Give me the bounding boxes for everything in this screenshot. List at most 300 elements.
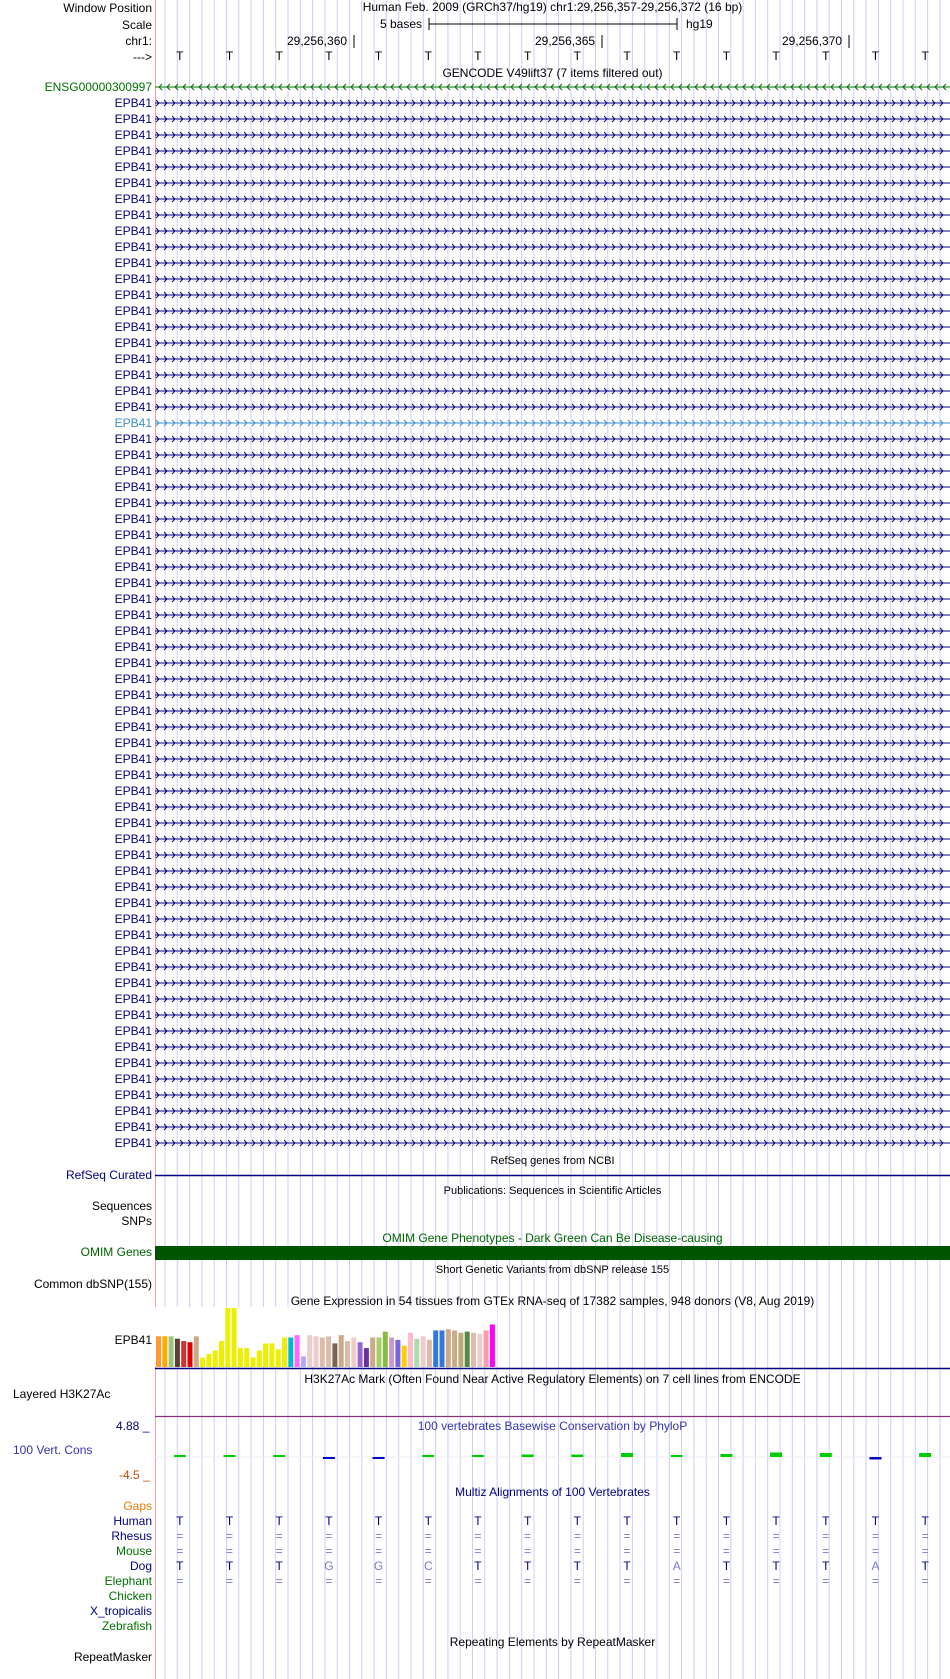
aligned-base: = bbox=[275, 1544, 283, 1558]
transcript-feature bbox=[155, 852, 950, 858]
aligned-base: = bbox=[226, 1529, 234, 1543]
aligned-base: = bbox=[275, 1529, 283, 1543]
aligned-base: = bbox=[424, 1574, 432, 1588]
transcript-label[interactable]: EPB41 bbox=[114, 752, 152, 766]
phylop-bar bbox=[621, 1453, 633, 1457]
phylop-bar bbox=[720, 1454, 732, 1457]
aligned-base: T bbox=[722, 1514, 731, 1528]
aligned-base: = bbox=[722, 1544, 730, 1558]
phylop-title[interactable]: 100 vertebrates Basewise Conservation by PhyloP bbox=[417, 1419, 688, 1433]
ensg-label[interactable]: ENSG00000300997 bbox=[44, 80, 152, 94]
gtex-bar bbox=[389, 1338, 394, 1368]
transcript-label[interactable]: EPB41 bbox=[114, 240, 152, 254]
gtex-bar bbox=[213, 1350, 218, 1367]
gtex-bar bbox=[269, 1343, 274, 1367]
scale-label: Scale bbox=[121, 18, 152, 32]
aligned-base: T bbox=[523, 1559, 532, 1573]
transcript-label[interactable]: EPB41 bbox=[114, 784, 152, 798]
aligned-base: T bbox=[573, 1559, 582, 1573]
transcript-feature bbox=[155, 500, 950, 506]
aligned-base: = bbox=[871, 1544, 879, 1558]
transcript-feature bbox=[155, 884, 950, 890]
transcript-feature bbox=[155, 580, 950, 586]
aligned-base: = bbox=[424, 1544, 432, 1558]
aligned-base: T bbox=[176, 1514, 184, 1528]
phylop-bar bbox=[273, 1455, 285, 1457]
transcript-label[interactable]: EPB41 bbox=[114, 928, 152, 942]
transcript-label[interactable]: EPB41 bbox=[114, 368, 152, 382]
transcript-label[interactable]: EPB41 bbox=[114, 944, 152, 958]
phylop-bar bbox=[522, 1455, 534, 1458]
transcript-feature bbox=[155, 596, 950, 602]
gtex-bar bbox=[421, 1336, 426, 1367]
aligned-base: = bbox=[772, 1529, 780, 1543]
ruler-base: T bbox=[374, 49, 383, 63]
multiz-title[interactable]: Multiz Alignments of 100 Vertebrates bbox=[455, 1485, 650, 1499]
gtex-bar bbox=[188, 1342, 193, 1367]
transcript-label[interactable]: EPB41 bbox=[114, 592, 152, 606]
aligned-base: T bbox=[871, 1514, 880, 1528]
aligned-base: T bbox=[325, 1514, 333, 1528]
transcript-label[interactable]: EPB41 bbox=[114, 976, 152, 990]
gtex-bar bbox=[314, 1336, 319, 1367]
transcript-feature bbox=[155, 660, 950, 666]
assembly-label: hg19 bbox=[686, 17, 713, 31]
transcript-label[interactable]: EPB41 bbox=[114, 624, 152, 638]
transcript-label[interactable]: EPB41 bbox=[114, 1056, 152, 1070]
aligned-base: A bbox=[871, 1559, 880, 1573]
gtex-bar bbox=[427, 1340, 432, 1367]
dbsnp-label[interactable]: Common dbSNP(155) bbox=[33, 1277, 152, 1291]
gtex-bar bbox=[295, 1335, 300, 1367]
aligned-base: = bbox=[871, 1529, 879, 1543]
aligned-base: T bbox=[225, 1559, 234, 1573]
phylop-label[interactable]: 100 Vert. Cons bbox=[13, 1443, 93, 1457]
transcript-feature bbox=[155, 372, 950, 378]
transcript-label[interactable]: EPB41 bbox=[114, 1008, 152, 1022]
gtex-bar bbox=[402, 1346, 407, 1367]
transcript-label[interactable]: EPB41 bbox=[114, 688, 152, 702]
transcript-label[interactable]: EPB41 bbox=[114, 352, 152, 366]
aligned-base: = bbox=[375, 1529, 383, 1543]
transcript-feature bbox=[155, 820, 950, 826]
transcript-label[interactable]: EPB41 bbox=[114, 496, 152, 510]
gtex-bar bbox=[232, 1308, 237, 1367]
transcript-feature bbox=[155, 196, 950, 202]
phylop-bar bbox=[224, 1455, 236, 1457]
gtex-bar bbox=[200, 1358, 205, 1367]
transcript-label[interactable]: EPB41 bbox=[114, 384, 152, 398]
phylop-bar bbox=[919, 1453, 931, 1457]
refseq-label[interactable]: RefSeq Curated bbox=[65, 1168, 152, 1182]
aligned-base: = bbox=[722, 1529, 730, 1543]
transcript-label[interactable]: EPB41 bbox=[114, 608, 152, 622]
gtex-bar bbox=[358, 1342, 363, 1367]
gtex-bar bbox=[408, 1333, 413, 1367]
transcript-label[interactable]: EPB41 bbox=[114, 432, 152, 446]
transcript-feature bbox=[155, 548, 950, 554]
transcript-label[interactable]: EPB41 bbox=[114, 272, 152, 286]
ruler-base: T bbox=[772, 49, 780, 63]
gtex-bar bbox=[446, 1329, 451, 1367]
transcript-feature bbox=[155, 324, 950, 330]
transcript-feature bbox=[155, 212, 950, 218]
gtex-bar bbox=[251, 1358, 256, 1367]
transcript-feature bbox=[155, 644, 950, 650]
ruler-base: T bbox=[325, 49, 333, 63]
transcript-label[interactable]: EPB41 bbox=[114, 256, 152, 270]
transcript-feature bbox=[155, 1124, 950, 1130]
aligned-base: = bbox=[474, 1574, 482, 1588]
transcript-feature bbox=[155, 1060, 950, 1066]
transcript-feature bbox=[155, 356, 950, 362]
transcript-feature bbox=[155, 100, 950, 106]
phylop-bar bbox=[770, 1453, 782, 1458]
transcript-feature bbox=[155, 276, 950, 282]
transcript-label[interactable]: EPB41 bbox=[114, 128, 152, 142]
aligned-base: = bbox=[822, 1544, 830, 1558]
transcript-feature bbox=[155, 676, 950, 682]
ruler-base: T bbox=[921, 49, 929, 63]
species-label[interactable]: X_tropicalis bbox=[89, 1604, 152, 1618]
ruler-base: T bbox=[573, 49, 582, 63]
aligned-base: = bbox=[623, 1574, 631, 1588]
aligned-base: = bbox=[921, 1544, 929, 1558]
ruler-base: T bbox=[474, 49, 482, 63]
transcript-label[interactable]: EPB41 bbox=[114, 1072, 152, 1086]
ruler-base: T bbox=[424, 49, 432, 63]
aligned-base: T bbox=[176, 1559, 184, 1573]
ruler-base: T bbox=[673, 49, 681, 63]
transcript-feature bbox=[155, 1092, 950, 1098]
aligned-base: = bbox=[176, 1574, 184, 1588]
ruler-base: T bbox=[722, 49, 731, 63]
transcript-label[interactable]: EPB41 bbox=[114, 880, 152, 894]
gtex-bar bbox=[206, 1354, 211, 1367]
transcript-label[interactable]: EPB41 bbox=[114, 320, 152, 334]
transcript-feature bbox=[155, 340, 950, 346]
transcript-feature bbox=[155, 1028, 950, 1034]
aligned-base: C bbox=[423, 1559, 433, 1573]
transcript-label[interactable]: EPB41 bbox=[114, 560, 152, 574]
gtex-bar bbox=[175, 1339, 180, 1367]
gencode-title[interactable]: GENCODE V49lift37 (7 items filtered out) bbox=[442, 66, 663, 80]
transcript-label[interactable]: EPB41 bbox=[114, 1104, 152, 1118]
transcript-label[interactable]: EPB41 bbox=[114, 704, 152, 718]
transcript-feature bbox=[155, 612, 950, 618]
gtex-bar bbox=[465, 1332, 470, 1367]
aligned-base: = bbox=[325, 1529, 333, 1543]
aligned-base: T bbox=[722, 1559, 731, 1573]
gtex-bar bbox=[162, 1336, 167, 1367]
ruler-base: T bbox=[822, 49, 830, 63]
transcript-feature bbox=[155, 948, 950, 954]
transcript-label[interactable]: EPB41 bbox=[114, 800, 152, 814]
aligned-base: = bbox=[772, 1544, 780, 1558]
transcript-feature bbox=[155, 916, 950, 922]
transcript-feature bbox=[155, 404, 950, 410]
transcript-label[interactable]: EPB41 bbox=[114, 336, 152, 350]
transcript-feature bbox=[155, 900, 950, 906]
aligned-base: T bbox=[275, 1559, 283, 1573]
gtex-bar bbox=[301, 1356, 306, 1367]
transcript-feature bbox=[155, 1076, 950, 1082]
aligned-base: T bbox=[822, 1514, 830, 1528]
aligned-base: = bbox=[524, 1544, 532, 1558]
transcript-feature bbox=[155, 244, 950, 250]
gtex-bar bbox=[452, 1330, 457, 1367]
aligned-base: = bbox=[772, 1574, 780, 1588]
transcript-feature bbox=[155, 260, 950, 266]
species-label[interactable]: Chicken bbox=[108, 1589, 152, 1603]
phylop-bar bbox=[422, 1455, 434, 1457]
omim-title[interactable]: OMIM Gene Phenotypes - Dark Green Can Be Disease-causing bbox=[382, 1231, 723, 1245]
transcript-label[interactable]: EPB41 bbox=[114, 544, 152, 558]
repeatmasker-title[interactable]: Repeating Elements by RepeatMasker bbox=[449, 1635, 656, 1649]
species-label[interactable]: Dog bbox=[129, 1559, 152, 1573]
transcript-label[interactable]: EPB41 bbox=[114, 960, 152, 974]
transcript-feature bbox=[155, 724, 950, 730]
h3k27ac-label[interactable]: Layered H3K27Ac bbox=[13, 1387, 111, 1401]
aligned-base: = bbox=[673, 1529, 681, 1543]
species-label[interactable]: Elephant bbox=[104, 1574, 152, 1588]
transcript-feature bbox=[155, 452, 950, 458]
ruler-base: T bbox=[871, 49, 880, 63]
transcript-label[interactable]: EPB41 bbox=[114, 144, 152, 158]
transcript-feature bbox=[155, 388, 950, 394]
phylop-min-label: -4.5 _ bbox=[119, 1468, 150, 1482]
phylop-bar bbox=[820, 1453, 832, 1457]
transcript-label[interactable]: EPB41 bbox=[114, 992, 152, 1006]
publications-sequences-label[interactable]: Sequences bbox=[91, 1199, 152, 1213]
aligned-base: = bbox=[176, 1544, 184, 1558]
aligned-base: T bbox=[772, 1514, 780, 1528]
transcript-label[interactable]: EPB41 bbox=[114, 864, 152, 878]
aligned-base: = bbox=[524, 1574, 532, 1588]
transcript-label[interactable]: EPB41 bbox=[114, 96, 152, 110]
transcript-label[interactable]: EPB41 bbox=[114, 672, 152, 686]
transcript-label[interactable]: EPB41 bbox=[114, 208, 152, 222]
species-label[interactable]: Human bbox=[113, 1514, 152, 1528]
aligned-base: = bbox=[524, 1529, 532, 1543]
gtex-bar bbox=[326, 1336, 331, 1367]
gtex-bar bbox=[332, 1343, 337, 1367]
aligned-base: T bbox=[474, 1514, 482, 1528]
aligned-base: T bbox=[772, 1559, 780, 1573]
publications-snps-label[interactable]: SNPs bbox=[121, 1214, 152, 1228]
window-position-text: Human Feb. 2009 (GRCh37/hg19) chr1:29,256,357-29,256,372 (16 bp) bbox=[362, 0, 743, 14]
transcript-feature bbox=[155, 564, 950, 570]
aligned-base: T bbox=[225, 1514, 234, 1528]
transcript-label[interactable]: EPB41 bbox=[114, 720, 152, 734]
ruler-tick-2: 29,256,365 bbox=[535, 34, 596, 48]
gtex-bar bbox=[433, 1330, 438, 1367]
gtex-bar bbox=[477, 1334, 482, 1367]
transcript-feature bbox=[155, 980, 950, 986]
transcript-label[interactable]: EPB41 bbox=[114, 1120, 152, 1134]
transcript-label[interactable]: EPB41 bbox=[114, 464, 152, 478]
aligned-base: = bbox=[573, 1574, 581, 1588]
gtex-bar bbox=[351, 1338, 356, 1368]
transcript-feature bbox=[155, 772, 950, 778]
transcript-feature bbox=[155, 628, 950, 634]
species-label[interactable]: Zebrafish bbox=[101, 1619, 152, 1633]
species-label[interactable]: Mouse bbox=[115, 1544, 152, 1558]
transcript-label[interactable]: EPB41 bbox=[114, 400, 152, 414]
aligned-base: G bbox=[324, 1559, 334, 1573]
aligned-base: = bbox=[325, 1544, 333, 1558]
gtex-bar bbox=[257, 1350, 262, 1367]
transcript-feature bbox=[155, 692, 950, 698]
transcript-feature bbox=[155, 148, 950, 154]
transcript-label[interactable]: EPB41 bbox=[114, 480, 152, 494]
aligned-base: = bbox=[673, 1544, 681, 1558]
ruler-base: T bbox=[523, 49, 532, 63]
phylop-max-label: 4.88 _ bbox=[116, 1419, 150, 1433]
transcript-label[interactable]: EPB41 bbox=[114, 1088, 152, 1102]
repeatmasker-label[interactable]: RepeatMasker bbox=[73, 1650, 152, 1664]
publications-title[interactable]: Publications: Sequences in Scientific Articles bbox=[443, 1185, 662, 1197]
refseq-title[interactable]: RefSeq genes from NCBI bbox=[490, 1155, 615, 1167]
transcript-label[interactable]: EPB41 bbox=[114, 1040, 152, 1054]
gtex-bar bbox=[219, 1341, 224, 1367]
ruler-base: T bbox=[275, 49, 283, 63]
gtex-bar bbox=[169, 1336, 174, 1367]
gtex-bar bbox=[471, 1333, 476, 1367]
transcript-feature bbox=[155, 516, 950, 522]
aligned-base: T bbox=[623, 1559, 631, 1573]
transcript-feature bbox=[155, 740, 950, 746]
aligned-base: = bbox=[325, 1574, 333, 1588]
gtex-bar bbox=[458, 1333, 463, 1367]
gtex-bar bbox=[282, 1338, 287, 1368]
aligned-base: = bbox=[424, 1529, 432, 1543]
gtex-bar bbox=[377, 1338, 382, 1368]
transcript-feature bbox=[155, 804, 950, 810]
gtex-bar bbox=[414, 1339, 419, 1367]
transcript-feature bbox=[155, 756, 950, 762]
transcript-label[interactable]: EPB41 bbox=[114, 640, 152, 654]
transcript-feature bbox=[155, 1044, 950, 1050]
transcript-feature bbox=[155, 708, 950, 714]
transcript-label[interactable]: EPB41 bbox=[114, 896, 152, 910]
transcript-feature bbox=[155, 996, 950, 1002]
transcript-label[interactable]: EPB41 bbox=[114, 656, 152, 670]
transcript-label[interactable]: EPB41 bbox=[114, 448, 152, 462]
gtex-label[interactable]: EPB41 bbox=[114, 1333, 152, 1347]
gtex-bar bbox=[307, 1335, 312, 1367]
transcript-feature bbox=[155, 436, 950, 442]
gtex-bar bbox=[339, 1335, 344, 1367]
transcript-feature bbox=[155, 180, 950, 186]
species-label[interactable]: Rhesus bbox=[111, 1529, 152, 1543]
transcript-feature bbox=[155, 228, 950, 234]
aligned-base: = bbox=[226, 1574, 234, 1588]
aligned-base: T bbox=[921, 1514, 929, 1528]
transcript-label[interactable]: EPB41 bbox=[114, 224, 152, 238]
transcript-label[interactable]: EPB41 bbox=[114, 192, 152, 206]
transcript-label[interactable]: EPB41 bbox=[114, 848, 152, 862]
aligned-base: = bbox=[871, 1574, 879, 1588]
transcript-feature bbox=[155, 420, 950, 426]
gtex-bar bbox=[276, 1349, 281, 1367]
aligned-base: G bbox=[373, 1559, 384, 1573]
gtex-bar bbox=[383, 1332, 388, 1367]
gtex-bar bbox=[288, 1338, 293, 1368]
aligned-base: T bbox=[424, 1514, 432, 1528]
transcript-feature bbox=[155, 964, 950, 970]
gtex-bar bbox=[238, 1348, 243, 1367]
aligned-base: = bbox=[474, 1544, 482, 1558]
transcript-label[interactable]: EPB41 bbox=[114, 1024, 152, 1038]
h3k27ac-title[interactable]: H3K27Ac Mark (Often Found Near Active Regulatory Elements) on 7 cell lines from ENCODE bbox=[304, 1372, 801, 1386]
transcript-label[interactable]: EPB41 bbox=[114, 1136, 152, 1150]
transcript-label[interactable]: EPB41 bbox=[114, 832, 152, 846]
ruler-base: T bbox=[176, 49, 184, 63]
phylop-bar bbox=[174, 1455, 186, 1457]
transcript-label[interactable]: EPB41 bbox=[114, 528, 152, 542]
ruler-tick-3: 29,256,370 bbox=[782, 34, 843, 48]
aligned-base: = bbox=[573, 1544, 581, 1558]
transcript-label[interactable]: EPB41 bbox=[114, 912, 152, 926]
transcript-label[interactable]: EPB41 bbox=[114, 416, 152, 430]
gtex-bar bbox=[395, 1340, 400, 1367]
chrom-label: chr1: bbox=[125, 34, 152, 48]
aligned-base: T bbox=[275, 1514, 283, 1528]
aligned-base: = bbox=[226, 1544, 234, 1558]
gtex-bar bbox=[263, 1343, 268, 1367]
transcript-feature bbox=[155, 308, 950, 314]
ensg-feature bbox=[155, 84, 950, 90]
aligned-base: T bbox=[623, 1514, 631, 1528]
omim-label[interactable]: OMIM Genes bbox=[80, 1245, 152, 1259]
transcript-feature bbox=[155, 532, 950, 538]
phylop-bar bbox=[571, 1455, 583, 1458]
aligned-base: = bbox=[375, 1574, 383, 1588]
phylop-bar bbox=[671, 1455, 683, 1457]
omim-feature bbox=[155, 1246, 950, 1260]
aligned-base: = bbox=[673, 1574, 681, 1588]
gtex-bar bbox=[370, 1338, 375, 1368]
transcript-feature bbox=[155, 468, 950, 474]
transcript-label[interactable]: EPB41 bbox=[114, 160, 152, 174]
transcript-feature bbox=[155, 868, 950, 874]
transcript-label[interactable]: EPB41 bbox=[114, 512, 152, 526]
transcript-label[interactable]: EPB41 bbox=[114, 816, 152, 830]
gtex-title[interactable]: Gene Expression in 54 tissues from GTEx RNA-seq of 17382 samples, 948 donors (V8, Aug 2019) bbox=[290, 1294, 815, 1308]
transcript-feature bbox=[155, 116, 950, 122]
aligned-base: = bbox=[623, 1529, 631, 1543]
transcript-label[interactable]: EPB41 bbox=[114, 112, 152, 126]
aligned-base: A bbox=[672, 1559, 681, 1573]
aligned-base: = bbox=[573, 1529, 581, 1543]
gtex-bar bbox=[345, 1341, 350, 1367]
transcript-label[interactable]: EPB41 bbox=[114, 736, 152, 750]
transcript-label[interactable]: EPB41 bbox=[114, 768, 152, 782]
transcript-label[interactable]: EPB41 bbox=[114, 288, 152, 302]
transcript-feature bbox=[155, 1108, 950, 1114]
transcript-label[interactable]: EPB41 bbox=[114, 176, 152, 190]
strand-label: ---> bbox=[133, 50, 152, 64]
gtex-bar bbox=[225, 1308, 230, 1367]
aligned-base: T bbox=[822, 1559, 830, 1573]
gtex-bar bbox=[440, 1330, 445, 1367]
aligned-base: = bbox=[623, 1544, 631, 1558]
multiz-gaps-label: Gaps bbox=[123, 1499, 152, 1513]
transcript-label[interactable]: EPB41 bbox=[114, 576, 152, 590]
transcript-label[interactable]: EPB41 bbox=[114, 304, 152, 318]
dbsnp-title[interactable]: Short Genetic Variants from dbSNP release 155 bbox=[435, 1264, 670, 1276]
